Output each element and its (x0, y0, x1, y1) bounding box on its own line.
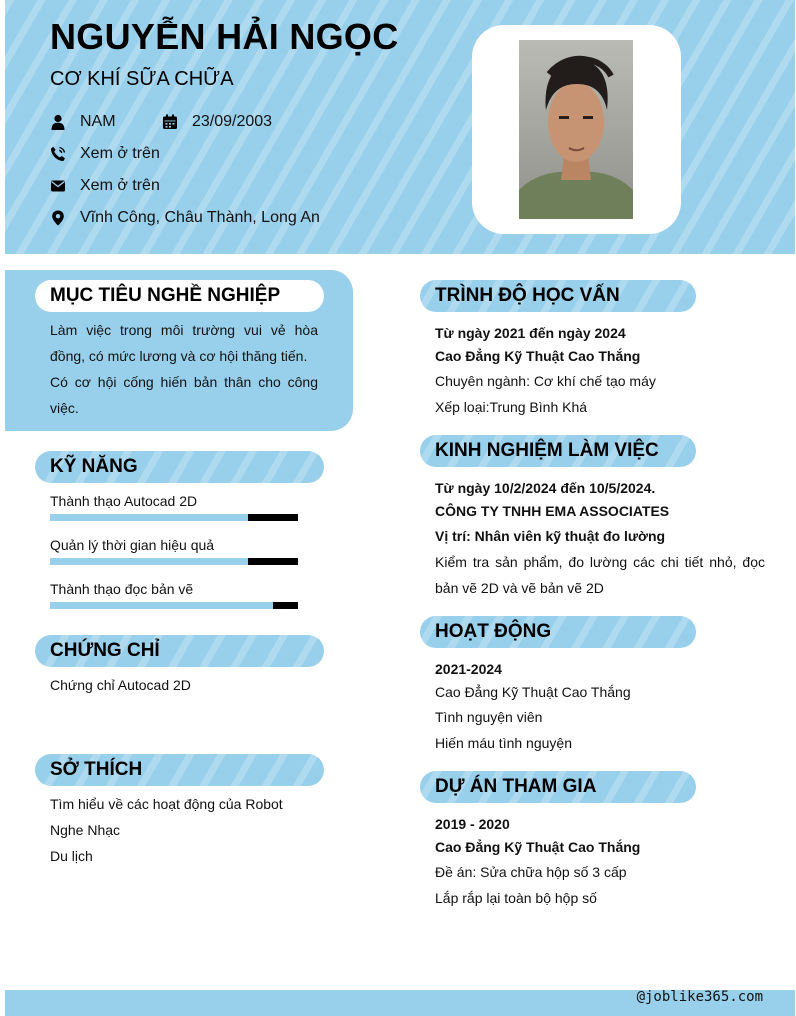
candidate-name: NGUYỄN HẢI NGỌC (50, 16, 399, 57)
activity-item: Hiến máu tình nguyện (435, 735, 572, 751)
projects-heading: DỰ ÁN THAM GIA (420, 771, 696, 803)
experience-period: Từ ngày 10/2/2024 đến 10/5/2024. (435, 480, 656, 496)
skill-bar (50, 602, 298, 609)
skill-bar (50, 558, 298, 565)
calendar-icon (162, 114, 178, 130)
skill-level-fill (50, 514, 248, 521)
education-rank: Xếp loại:Trung Bình Khá (435, 399, 588, 415)
skill-level-fill (50, 558, 248, 565)
hobbies-heading: SỞ THÍCH (35, 754, 324, 786)
education-period: Từ ngày 2021 đến ngày 2024 (435, 325, 626, 341)
hobby-item: Du lịch (50, 848, 93, 864)
activities-heading: HOẠT ĐỘNG (420, 616, 696, 648)
education-heading: TRÌNH ĐỘ HỌC VẤN (420, 280, 696, 312)
email-value: Xem ở trên (80, 177, 160, 194)
skill-bar (50, 514, 298, 521)
project-period: 2019 - 2020 (435, 816, 510, 832)
career-objective-text-1: Làm việc trong môi trường vui vẻ hòa đồng, có mức lương và cơ hội thăng tiến. (50, 322, 318, 364)
header-banner (5, 0, 795, 254)
location-icon (50, 210, 66, 226)
hobby-item: Tìm hiểu về các hoạt động của Robot (50, 796, 283, 812)
footer-watermark: @joblike365.com (636, 989, 763, 1005)
email-icon (50, 178, 66, 194)
birthday-value: 23/09/2003 (192, 113, 273, 130)
footer-bar (5, 990, 795, 1016)
skill-label: Thành thạo Autocad 2D (50, 493, 198, 509)
career-objective-text-2: Có cơ hội cống hiến bản thân cho công việc. (50, 374, 318, 416)
hobby-item: Nghe Nhạc (50, 822, 121, 838)
skills-heading: KỸ NĂNG (35, 451, 324, 483)
address-row (50, 209, 320, 227)
profile-photo-frame (472, 25, 681, 234)
skill-label: Thành thạo đọc bản vẽ (50, 581, 194, 597)
person-icon (50, 114, 66, 130)
experience-description: Kiểm tra sản phẩm, đo lường các chi tiết nhỏ, đọc bản vẽ 2D và vẽ bản vẽ 2D (435, 554, 765, 596)
certificates-heading: CHỨNG CHỈ (35, 635, 324, 667)
gender-row (50, 113, 116, 131)
skill-level-fill (50, 602, 273, 609)
project-school: Cao Đẳng Kỹ Thuật Cao Thắng (435, 839, 641, 855)
certificate-item: Chứng chỉ Autocad 2D (50, 677, 191, 693)
experience-position: Vị trí: Nhân viên kỹ thuật đo lường (435, 528, 666, 544)
project-task: Lắp rắp lại toàn bộ hộp số (435, 890, 597, 906)
job-title: CƠ KHÍ SỮA CHỮA (50, 68, 234, 90)
phone-row (50, 145, 160, 163)
profile-photo (519, 40, 633, 219)
project-name: Đề án: Sửa chữa hộp số 3 cấp (435, 864, 627, 880)
activity-item: Tình nguyện viên (435, 709, 543, 725)
phone-value: Xem ở trên (80, 145, 160, 162)
activity-item: Cao Đẳng Kỹ Thuật Cao Thắng (435, 684, 631, 700)
email-row (50, 177, 160, 195)
education-school: Cao Đẳng Kỹ Thuật Cao Thắng (435, 348, 641, 364)
activities-period: 2021-2024 (435, 661, 502, 677)
experience-heading: KINH NGHIỆM LÀM VIỆC (420, 435, 696, 467)
skill-label: Quản lý thời gian hiệu quả (50, 537, 215, 553)
education-major: Chuyên ngành: Cơ khí chế tạo máy (435, 373, 656, 389)
address-value: Vĩnh Công, Châu Thành, Long An (80, 209, 320, 226)
experience-company: CÔNG TY TNHH EMA ASSOCIATES (435, 503, 670, 519)
career-objective-heading: MỤC TIÊU NGHỀ NGHIỆP (35, 280, 324, 312)
gender-value: NAM (80, 113, 116, 130)
phone-icon (50, 146, 66, 162)
birthday-row (162, 113, 272, 131)
